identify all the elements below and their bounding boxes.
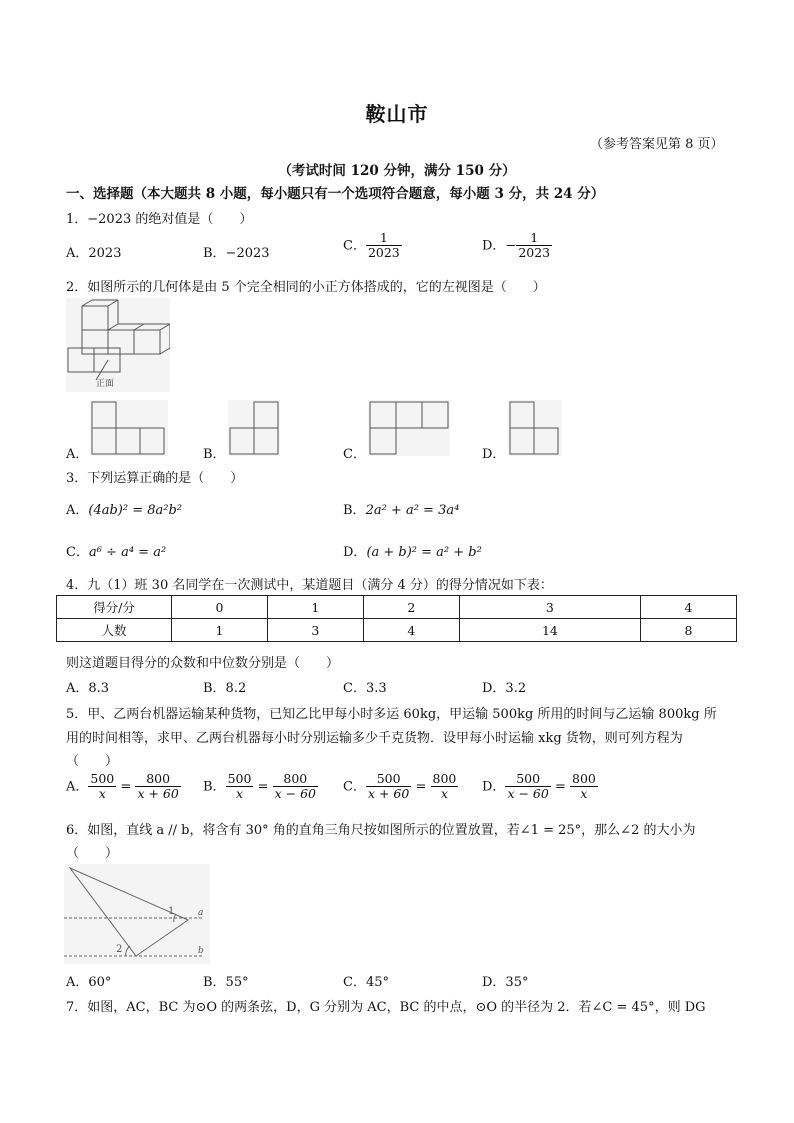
fraction-denominator: x + 60: [137, 786, 179, 802]
q3-option-d-label: D．: [343, 545, 367, 560]
table-cell: 1: [172, 619, 268, 642]
left-view-d-drawing: [508, 400, 562, 456]
q1-option-c: [343, 231, 402, 261]
q1-option-c-label: C．: [343, 238, 366, 254]
table-cell: 4: [363, 619, 459, 642]
q4-option-c: C．3.3: [343, 681, 387, 696]
question-5-stem-line1: 5．甲、乙两台机器运输某种货物，已知乙比甲每小时多运 60kg，甲运输 500kg 所用的时间与乙运输 800kg 所: [66, 707, 717, 722]
fraction: [88, 772, 116, 802]
q6-option-d: D．35°: [482, 975, 529, 990]
section-heading: 一、选择题（本大题共 8 小题，每小题只有一个选项符合题意，每小题 3 分，共 24 分）: [66, 186, 605, 202]
fraction-numerator: 500: [366, 772, 411, 787]
q5-option-c-label: C．: [343, 779, 366, 795]
q5-option-a-label: A．: [66, 779, 89, 795]
fraction: [366, 772, 411, 802]
q3-option-a-expression: (4ab)² = 8a²b²: [88, 503, 183, 518]
fraction-numerator: 800: [273, 772, 318, 787]
q2-option-d: D．: [482, 447, 506, 462]
fraction-numerator: 1: [516, 231, 552, 246]
q2-option-a-figure: [90, 400, 168, 456]
front-view-label: 正面: [96, 379, 115, 389]
cube-solid-drawing: [66, 298, 170, 392]
fraction-numerator: 800: [135, 772, 180, 787]
table-header-cell: 人数: [57, 619, 172, 642]
q3-option-a-label: A．: [66, 503, 89, 518]
q3-option-c-expression: a⁶ ÷ a⁴ = a²: [88, 545, 167, 560]
equals-sign: =: [554, 779, 566, 795]
equals-sign: =: [415, 779, 427, 795]
q2-option-d-figure: [508, 400, 562, 456]
question-1-stem: 1．−2023 的绝对值是（ ）: [66, 212, 253, 227]
equals-sign: =: [120, 779, 132, 795]
table-cell: 1: [267, 596, 363, 619]
fraction-denominator: x − 60: [274, 786, 316, 802]
fraction-denominator: x: [440, 786, 448, 802]
cube-solid-figure: [66, 298, 170, 392]
fraction-numerator: 500: [227, 771, 252, 786]
fraction-denominator: x: [235, 786, 244, 802]
q4-option-b: B．8.2: [203, 681, 247, 696]
table-cell: 4: [641, 596, 737, 619]
equals-sign: =: [257, 779, 269, 795]
q3-option-c-label: C．: [66, 545, 89, 560]
q1-option-d-label: D．−: [482, 238, 517, 254]
q2-option-c: C．: [343, 447, 366, 462]
fraction: [505, 772, 550, 802]
question-4-stem: 4．九（1）班 30 名同学在一次测试中，某道题目（满分 4 分）的得分情况如下表：: [66, 578, 553, 593]
q5-option-d-label: D．: [482, 779, 506, 795]
question-2-stem: 2．如图所示的几何体是由 5 个完全相同的小正方体搭成的，它的左视图是（ ）: [66, 280, 546, 295]
page-title: 鞍山市: [365, 102, 429, 126]
fraction-denominator: 2023: [367, 245, 400, 261]
table-cell: 14: [459, 619, 640, 642]
line-b-label: b: [198, 946, 204, 956]
q3-option-d-expression: (a + b)² = a² + b²: [366, 545, 482, 560]
exam-info: （考试时间 120 分钟，满分 150 分）: [278, 163, 516, 179]
fraction: [273, 772, 318, 802]
fraction-numerator: 500: [505, 772, 550, 787]
question-5-stem-line2: 用的时间相等，求甲、乙两台机器每小时分别运输多少千克货物．设甲每小时运输 xkg 货物，则可列方程为: [66, 731, 683, 746]
table-cell: 2: [363, 596, 459, 619]
q6-option-b: B．55°: [203, 975, 249, 990]
fraction-numerator: 1: [366, 231, 402, 246]
fraction: [570, 772, 598, 802]
score-table: [56, 595, 737, 642]
fraction-numerator: 800: [432, 771, 457, 786]
q2-option-a: A．: [66, 447, 89, 462]
q3-option-c: [66, 541, 166, 560]
question-6-stem-line2: （ ）: [66, 846, 119, 861]
left-view-b-drawing: [228, 400, 280, 456]
q3-option-d: [343, 541, 482, 560]
question-7-stem: 7．如图，AC，BC 为⊙O 的两条弦，D，G 分别为 AC，BC 的中点，⊙O 的半径为 2．若∠C = 45°，则 DG: [66, 1000, 706, 1015]
q6-option-a: A．60°: [66, 975, 112, 990]
question-4-followup: 则这道题目得分的众数和中位数分别是（ ）: [66, 656, 340, 671]
table-header-cell: 得分/分: [57, 596, 172, 619]
q3-option-a: [66, 499, 182, 518]
fraction-numerator: 500: [90, 771, 115, 786]
q2-option-b-figure: [228, 400, 280, 456]
q5-option-a: [66, 772, 181, 802]
q3-option-b: [343, 499, 459, 518]
fraction-numerator: 800: [572, 771, 596, 786]
triangle-ruler-drawing: [64, 864, 210, 964]
q4-option-a: A．8.3: [66, 681, 110, 696]
q3-option-b-expression: 2a² + a² = 3a⁴: [365, 503, 460, 518]
angle-2-label: 2: [116, 944, 123, 955]
fraction: [226, 772, 254, 802]
q5-option-b-label: B．: [203, 779, 226, 795]
question-6-stem-line1: 6．如图，直线 a // b，将含有 30° 角的直角三角尺按如图所示的位置放置，若∠1 = 25°，那么∠2 的大小为: [66, 823, 696, 838]
table-cell: 3: [459, 596, 640, 619]
answer-reference: （参考答案见第 8 页）: [590, 137, 724, 152]
line-a-label: a: [198, 908, 204, 918]
q2-option-c-figure: [368, 400, 450, 456]
fraction: [135, 772, 180, 802]
table-row: [57, 596, 737, 619]
fraction-denominator: x − 60: [507, 786, 549, 802]
angle-1-label: 1: [168, 906, 175, 917]
table-cell: 8: [641, 619, 737, 642]
q5-option-c: [343, 772, 458, 802]
triangle-parallel-lines-figure: [64, 864, 210, 964]
table-row: [57, 619, 737, 642]
question-5-stem-line3: （ ）: [66, 754, 119, 769]
q1-option-a: A．2023: [66, 246, 122, 261]
table-cell: 0: [172, 596, 268, 619]
fraction-denominator: x + 60: [367, 786, 410, 802]
fraction-denominator: 2023: [518, 245, 551, 261]
fraction-denominator: x: [580, 786, 588, 802]
fraction-denominator: x: [98, 786, 106, 802]
left-view-c-drawing: [368, 400, 450, 456]
q1-option-d-fraction: [516, 231, 552, 261]
q5-option-b: [203, 772, 318, 802]
q5-option-d: [482, 772, 598, 802]
q4-option-d: D．3.2: [482, 681, 527, 696]
left-view-a-drawing: [90, 400, 168, 456]
q1-option-b: B．−2023: [203, 246, 270, 261]
q1-option-d: [482, 231, 552, 261]
table-cell: 3: [267, 619, 363, 642]
fraction: [431, 772, 459, 802]
q2-option-b: B．: [203, 447, 226, 462]
q3-option-b-label: B．: [343, 503, 366, 518]
q6-option-c: C．45°: [343, 975, 389, 990]
q1-option-c-fraction: [366, 231, 402, 261]
question-3-stem: 3．下列运算正确的是（ ）: [66, 471, 244, 486]
